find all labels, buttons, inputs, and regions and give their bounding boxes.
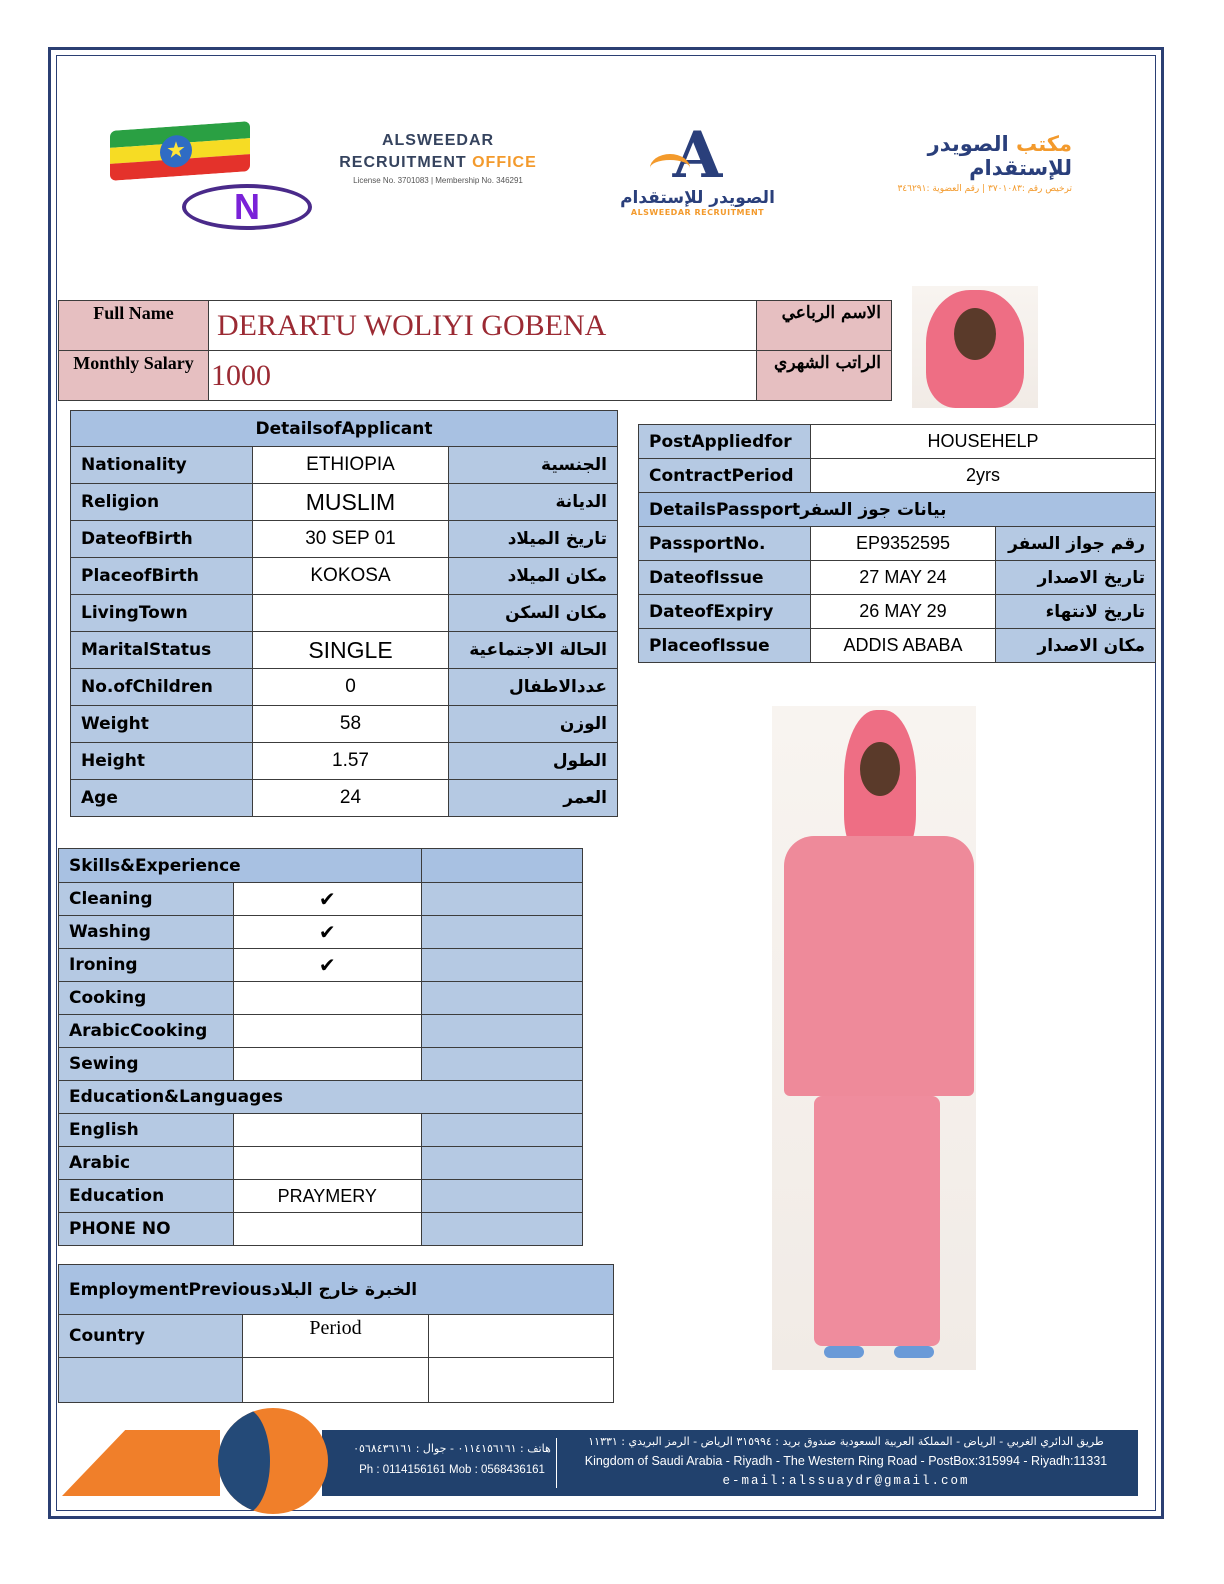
trousers-shape [814,1096,940,1346]
skill-check: ✔ [233,949,421,982]
detail-arabic-label: الجنسية [449,447,618,484]
detail-arabic-label: الطول [449,743,618,780]
detail-value [253,595,449,632]
skill-check: ✔ [233,916,421,949]
skill-label: Washing [59,916,234,949]
detail-value: 1.57 [253,743,449,780]
details-title: DetailsofApplicant [71,411,618,447]
face-icon [954,308,996,360]
footer-divider [556,1438,557,1488]
passport-label: DateofIssue [639,561,811,595]
education-title: Education&Languages [59,1081,583,1114]
post-value: HOUSEHELP [811,425,1156,459]
contract-value: 2yrs [811,459,1156,493]
logo-english-text: ALSWEEDAR RECRUITMENT [630,208,765,217]
footer-circle-logo-icon [218,1408,328,1514]
name-salary-table [58,300,892,401]
education-value: PRAYMERY [233,1180,421,1213]
office-en-line2: RECRUITMENT OFFICE [339,154,537,171]
detail-value: ETHIOPIA [253,447,449,484]
passport-value: 27 MAY 24 [811,561,996,595]
education-value [233,1147,421,1180]
left-sandal-icon [824,1346,864,1358]
face-icon [860,742,900,796]
skills-title: Skills&Experience [59,849,422,883]
salary-label: Monthly Salary [59,351,209,401]
period-label: Period [243,1315,429,1358]
education-label: Education [59,1180,234,1213]
detail-value: 58 [253,706,449,743]
detail-value: 30 SEP 01 [253,521,449,558]
footer-phone-arabic: هاتف : ٠١١٤١٥٦١٦١ - جوال : ٠٥٦٨٤٣٦١٦١ [353,1442,551,1455]
detail-label: MaritalStatus [71,632,253,669]
swoosh-icon [650,154,690,182]
office-name-english [322,132,554,185]
passport-value: ADDIS ABABA [811,629,996,663]
logo-arabic-text: الصويدر للإستقدام [620,188,775,208]
footer-bar [322,1430,1138,1496]
passport-arabic-label: تاريخ لانتهاء [996,595,1156,629]
skill-check: ✔ [233,883,421,916]
passport-label: PlaceofIssue [639,629,811,663]
footer-address-english: Kingdom of Saudi Arabia - Riyadh - The Western Ring Road - PostBox:315994 - Riyadh:11331 [584,1454,1108,1468]
detail-label: DateofBirth [71,521,253,558]
passport-arabic-label: تاريخ الاصدار [996,561,1156,595]
right-sandal-icon [894,1346,934,1358]
passport-title: DetailsPassportبيانات جوز السفر [639,493,1156,527]
post-label: PostAppliedfor [639,425,811,459]
skills-table [58,848,583,1246]
country-label: Country [59,1315,243,1358]
office-name-arabic: مكتب الصويدر للإستقدام ترخيص رقم :٣٧٠١٠٨٣ | رقم العضوية :٣٤٦٢٩١ [820,132,1072,194]
skill-label: ArabicCooking [59,1015,234,1048]
office-en-license: License No. 3701083 | Membership No. 346291 [353,176,523,185]
skill-label: Cooking [59,982,234,1015]
education-value [233,1213,421,1246]
skill-check [233,1015,421,1048]
passport-label: PassportNo. [639,527,811,561]
post-passport-table [638,424,1156,663]
detail-value: KOKOSA [253,558,449,595]
applicant-details-table [70,410,618,817]
full-name-label: Full Name [59,301,209,351]
detail-arabic-label: مكان الميلاد [449,558,618,595]
detail-arabic-label: الحالة الاجتماعية [449,632,618,669]
skill-check [233,1048,421,1081]
contract-label: ContractPeriod [639,459,811,493]
detail-arabic-label: مكان السكن [449,595,618,632]
detail-arabic-label: العمر [449,780,618,817]
portrait-photo [912,286,1038,408]
detail-value: MUSLIM [253,484,449,521]
education-value [233,1114,421,1147]
detail-value: 0 [253,669,449,706]
education-label: PHONE NO [59,1213,234,1246]
a-letter-icon: A [672,118,723,193]
employment-table [58,1264,614,1403]
footer-address-arabic: طريق الدائري الغربي - الرياض - المملكة العربية السعودية صندوق بريد : ٣١٥٩٩٤ الرياض - الرمز البريدي : ١١٣٣١ [588,1435,1104,1448]
full-name-arabic-label: الاسم الرباعي [757,301,892,351]
detail-label: No.ofChildren [71,669,253,706]
footer-phone-english: Ph : 0114156161 Mob : 0568436161 [359,1464,545,1476]
passport-value: 26 MAY 29 [811,595,996,629]
skill-label: Sewing [59,1048,234,1081]
salary-arabic-label: الراتب الشهري [757,351,892,401]
office-en-line1: ALSWEEDAR [381,132,495,149]
alsweedar-a-logo [605,118,790,229]
ethiopia-flag-icon: ★ [110,121,250,181]
detail-arabic-label: الوزن [449,706,618,743]
detail-label: LivingTown [71,595,253,632]
passport-label: DateofExpiry [639,595,811,629]
footer-email: e-mail:alssuaydr@gmail.com [722,1474,970,1488]
detail-label: Religion [71,484,253,521]
detail-arabic-label: تاريخ الميلاد [449,521,618,558]
detail-arabic-label: الديانة [449,484,618,521]
detail-arabic-label: عددالاطفال [449,669,618,706]
full-name-value: DERARTU WOLIYI GOBENA [209,301,757,351]
education-label: English [59,1114,234,1147]
detail-value: 24 [253,780,449,817]
office-ar-license: ترخيص رقم :٣٧٠١٠٨٣ | رقم العضوية :٣٤٦٢٩١ [897,184,1072,194]
tunic-shape [784,836,974,1096]
full-body-photo [772,706,976,1370]
detail-label: PlaceofBirth [71,558,253,595]
detail-label: Nationality [71,447,253,484]
skill-label: Cleaning [59,883,234,916]
skill-check [233,982,421,1015]
n-agency-logo-icon: N [182,184,312,230]
passport-value: EP9352595 [811,527,996,561]
detail-value: SINGLE [253,632,449,669]
employment-title: EmploymentPreviousالخبرة خارج البلاد [59,1265,614,1315]
skill-label: Ironing [59,949,234,982]
education-label: Arabic [59,1147,234,1180]
salary-value: 1000 [209,351,757,401]
detail-label: Weight [71,706,253,743]
passport-arabic-label: رقم جواز السفر [996,527,1156,561]
detail-label: Age [71,780,253,817]
detail-label: Height [71,743,253,780]
passport-arabic-label: مكان الاصدار [996,629,1156,663]
